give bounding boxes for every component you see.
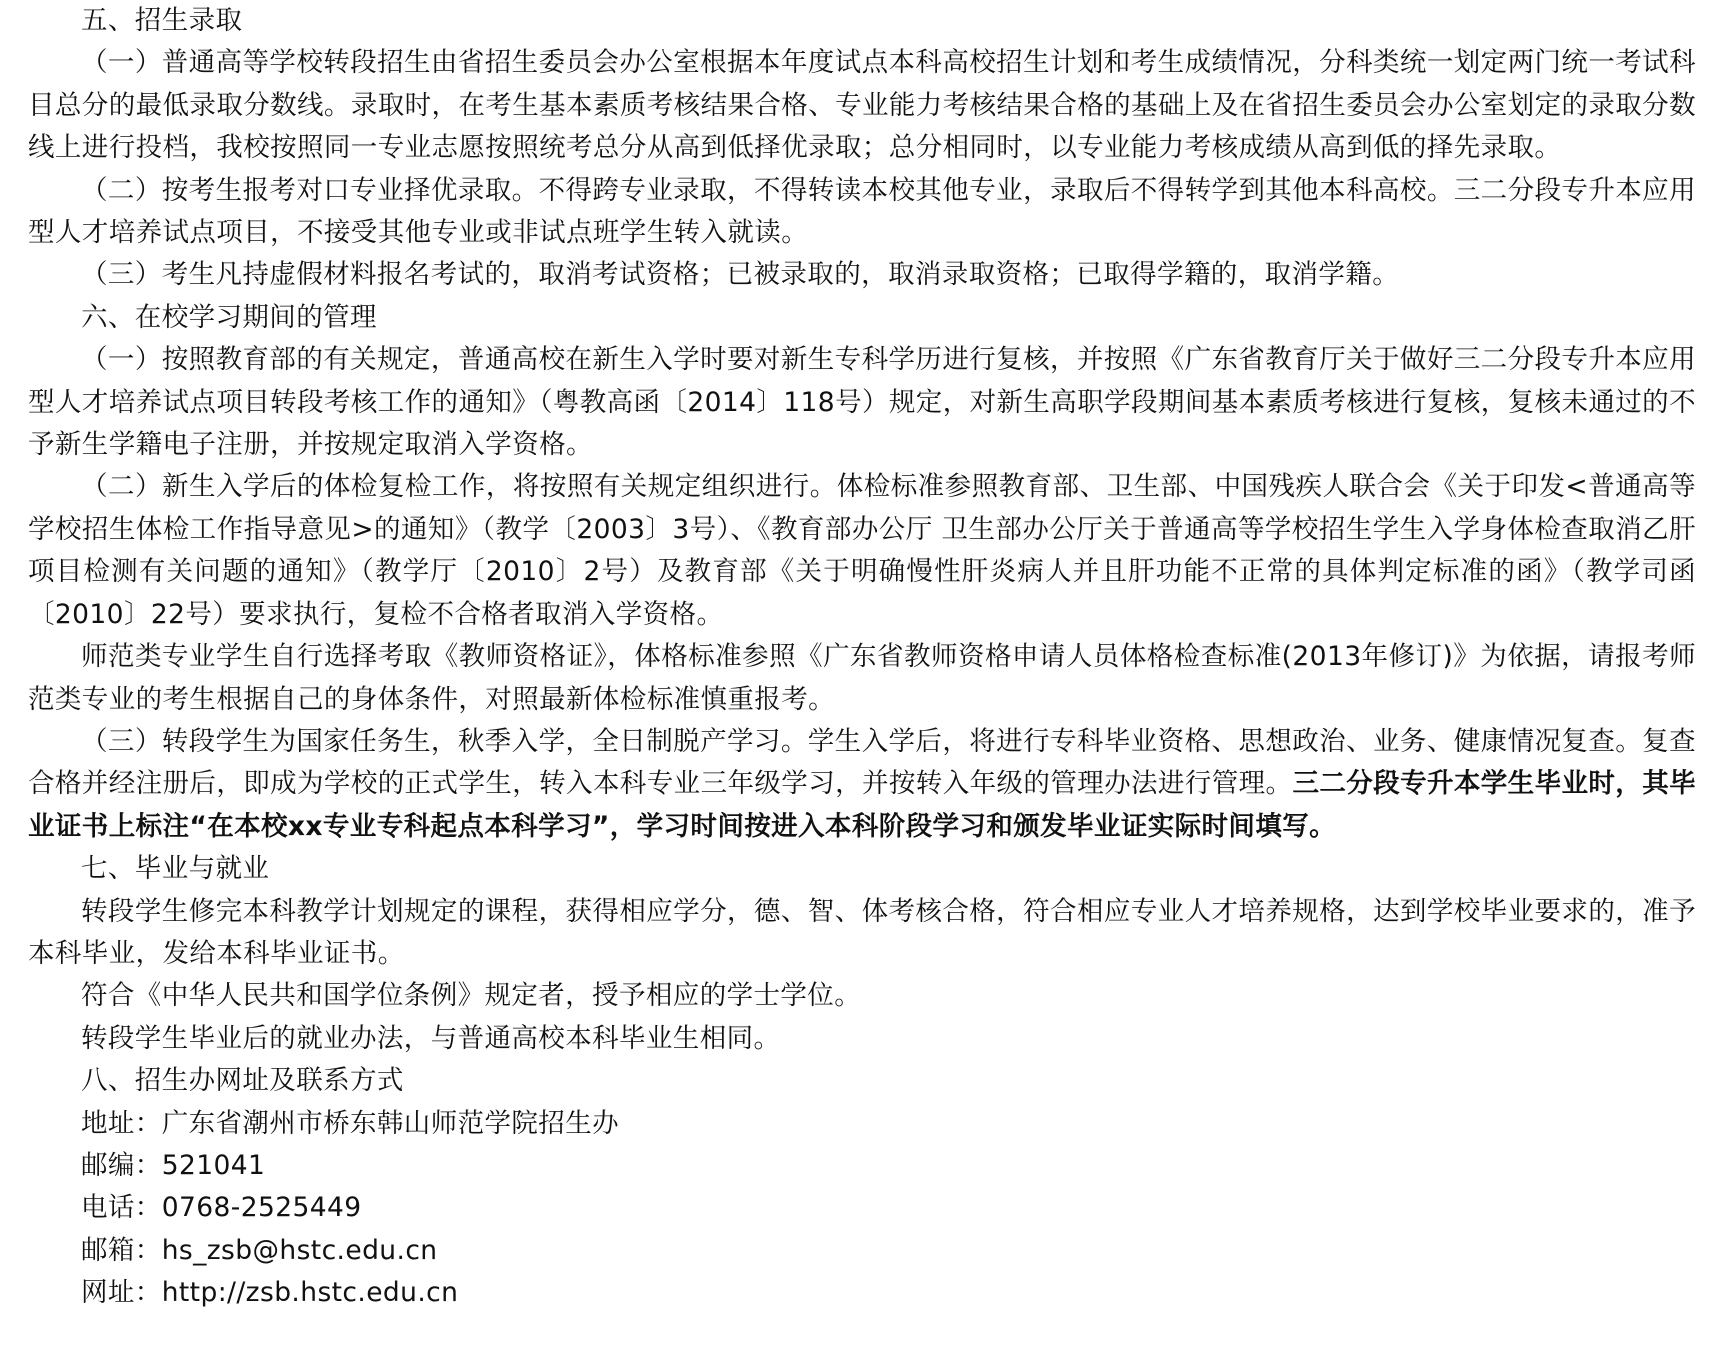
paragraph-graduation-3: 转段学生毕业后的就业办法，与普通高校本科毕业生相同。 [81,1022,781,1054]
paragraph-admission-2: （二）按考生报考对口专业择优录取。不得跨专业录取，不得转读本校其他专业，录取后不得转学到其他本科高校。三二分段专升本应用型人才培养试点项目，不接受其他专业或非试点班学生转入就读。 [28,174,1696,249]
contact-postcode: 邮编：521041 [81,1149,266,1181]
paragraph-management-4-text: （三）转段学生为国家任务生，秋季入学，全日制脱产学习。学生入学后，将进行专科毕业资格、思想政治、业务、健康情况复查。复查合格并经注册后，即成为学校的正式学生，转入本科专业三年级学习，并按转入年级的管理办法进行管理。 [28,725,1696,800]
contact-website: 网址：http://zsb.hstc.edu.cn [81,1277,459,1309]
section-heading-admission: 五、招生录取 [81,5,243,36]
contact-phone: 电话：0768-2525449 [81,1192,362,1224]
paragraph-management-4-bold: 三二分段专升本学生毕业时，其毕业证书上标注“在本校xx专业专科起点本科学习”，学习时间按进入本科阶段学习和颁发毕业证实际时间填写。 [28,768,1696,842]
paragraph-management-2: （二）新生入学后的体检复检工作，将按照有关规定组织进行。体检标准参照教育部、卫生部、中国残疾人联合会《关于印发<普通高等学校招生体检工作指导意见>的通知》（教学〔2003〕3号）、《教育部办公厅 卫生部办公厅关于普通高等学校招生学生入学身体检查取消乙肝项目检测有关问题的通知》（教学厅〔2010〕2号）及教育部《关于明确慢性肝炎病人并且肝功能不正常的具体判定标准的函》（教学司函〔2010〕22号）要求执行，复检不合格者取消入学资格。 [28,471,1696,630]
section-heading-graduation: 七、毕业与就业 [81,853,270,885]
section-heading-management: 六、在校学习期间的管理 [81,301,377,333]
paragraph-management-3: 师范类专业学生自行选择考取《教师资格证》，体格标准参照《广东省教师资格申请人员体格检查标准(2013年修订)》为依据，请报考师范类专业的考生根据自己的身体条件，对照最新体检标准慎重报考。 [28,641,1696,715]
contact-address: 地址：广东省潮州市桥东韩山师范学院招生办 [81,1107,619,1139]
document-body [28,0,1696,1315]
paragraph-management-4 [28,721,1696,848]
contact-email: 邮箱：hs_zsb@hstc.edu.cn [81,1234,438,1266]
paragraph-admission-1: （一）普通高等学校转段招生由省招生委员会办公室根据本年度试点本科高校招生计划和考生成绩情况，分科类统一划定两门统一考试科目总分的最低录取分数线。录取时，在考生基本素质考核结果合格、专业能力考核结果合格的基础上及在省招生委员会办公室划定的录取分数线上进行投档，我校按照同一专业志愿按照统考总分从高到低择优录取；总分相同时，以专业能力考核成绩从高到低的择先录取。 [28,47,1696,164]
paragraph-graduation-1: 转段学生修完本科教学计划规定的课程，获得相应学分，德、智、体考核合格，符合相应专业人才培养规格，达到学校毕业要求的，准予本科毕业，发给本科毕业证书。 [28,895,1696,969]
section-heading-contact: 八、招生办网址及联系方式 [81,1065,404,1097]
paragraph-admission-3: （三）考生凡持虚假材料报名考试的，取消考试资格；已被录取的，取消录取资格；已取得学籍的，取消学籍。 [81,259,1400,291]
paragraph-management-1: （一）按照教育部的有关规定，普通高校在新生入学时要对新生专科学历进行复核，并按照《广东省教育厅关于做好三二分段专升本应用型人才培养试点项目转段考核工作的通知》（粤教高函〔2014〕118号）规定，对新生高职学段期间基本素质考核进行复核，复核未通过的不予新生学籍电子注册，并按规定取消入学资格。 [28,344,1696,461]
paragraph-graduation-2: 符合《中华人民共和国学位条例》规定者，授予相应的学士学位。 [81,980,862,1012]
